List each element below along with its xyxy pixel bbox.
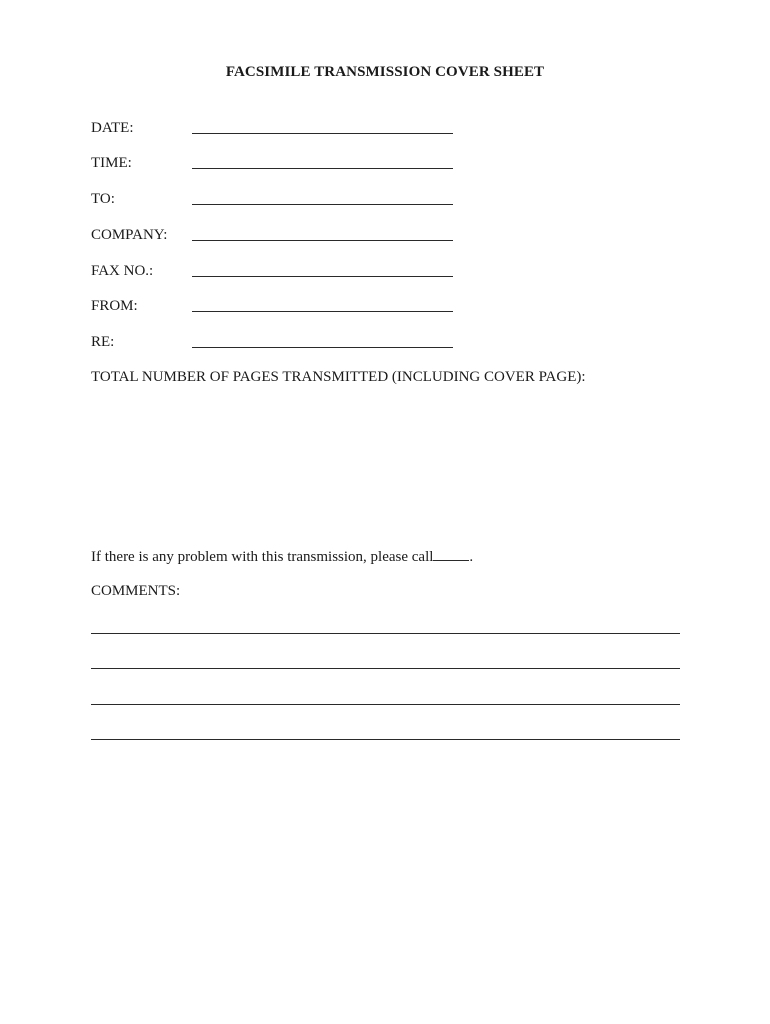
comment-line-2[interactable] <box>91 668 680 669</box>
total-pages-label: TOTAL NUMBER OF PAGES TRANSMITTED (INCLUDING COVER PAGE): <box>91 369 586 385</box>
re-field[interactable] <box>192 347 453 348</box>
comments-label: COMMENTS: <box>91 583 181 599</box>
fax-number-field[interactable] <box>192 276 453 277</box>
date-label: DATE: <box>91 120 134 136</box>
from-field[interactable] <box>192 311 453 312</box>
problem-suffix: . <box>469 549 474 565</box>
time-label: TIME: <box>91 155 132 171</box>
problem-contact-line <box>91 546 473 566</box>
comment-line-3[interactable] <box>91 704 680 705</box>
company-label: COMPANY: <box>91 227 168 243</box>
time-field[interactable] <box>192 168 453 169</box>
fax-number-label: FAX NO.: <box>91 263 154 279</box>
to-label: TO: <box>91 191 115 207</box>
date-field[interactable] <box>192 133 453 134</box>
comment-line-4[interactable] <box>91 739 680 740</box>
company-field[interactable] <box>192 240 453 241</box>
to-field[interactable] <box>192 204 453 205</box>
comment-line-1[interactable] <box>91 633 680 634</box>
problem-text: If there is any problem with this transmission, please call <box>91 549 434 565</box>
from-label: FROM: <box>91 298 138 314</box>
document-title: FACSIMILE TRANSMISSION COVER SHEET <box>225 64 545 80</box>
re-label: RE: <box>91 334 115 350</box>
contact-number-field[interactable] <box>433 546 469 561</box>
